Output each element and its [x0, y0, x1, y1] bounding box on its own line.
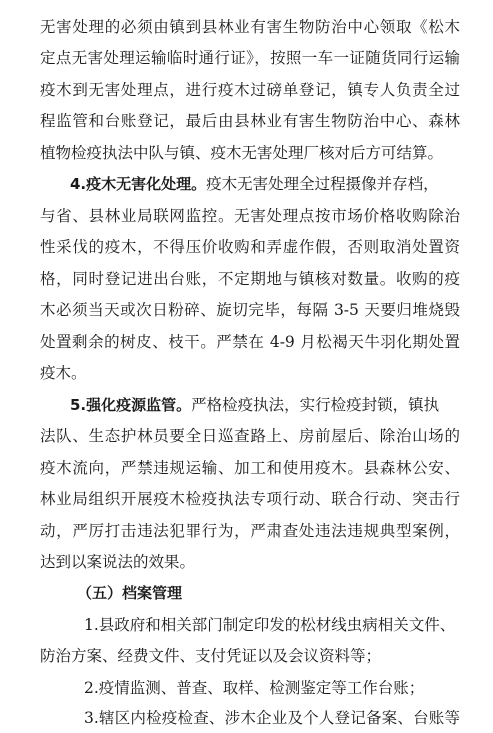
item-5-line: 动，严厉打击违法犯罪行为，严肃查处违法违规典型案例，	[40, 522, 460, 540]
item-4-first-line	[70, 169, 460, 199]
item-4-first-text: 疫木无害处理全过程摄像并存档，	[206, 175, 439, 193]
archive-item: 1.县政府和相关部门制定印发的松材线虫病相关文件、	[84, 616, 456, 634]
body-line: 程监管和台账登记，最后由县林业有害生物防治中心、森林	[40, 112, 460, 130]
item-5-line: 达到以案说法的效果。	[40, 553, 196, 571]
archive-item: 2.疫情监测、普查、取样、检测鉴定等工作台账；	[84, 679, 425, 697]
item-5-line: 法队、生态护林员要全日巡查路上、房前屋后、除治山场的	[40, 427, 460, 445]
item-4-line: 格，同时登记进出台账，不定期地与镇核对数量。收购的疫	[40, 270, 460, 288]
body-line: 定点无害处理运输临时通行证》，按照一车一证随货同行运输	[40, 49, 460, 67]
item-5-line: 林业局组织开展疫木检疫执法专项行动、联合行动、突击行	[40, 490, 460, 508]
body-line: 植物检疫执法中队与镇、疫木无害处理厂核对后方可结算。	[40, 144, 444, 162]
item-5-heading: 5.强化疫源监管。	[70, 396, 192, 414]
item-5-first-text: 严格检疫执法，实行检疫封锁，镇执	[191, 396, 440, 414]
archive-item: 3.辖区内检疫检查、涉木企业及个人登记备案、台账等	[84, 709, 460, 727]
body-line: 疫木到无害处理点，进行疫木过磅单登记，镇专人负责全过	[40, 81, 460, 99]
item-4-heading: 4.疫木无害化处理。	[70, 175, 207, 193]
archive-item-continued: 防治方案、经费文件、支付凭证以及会议资料等；	[40, 647, 382, 665]
item-5-first-line	[70, 390, 460, 420]
section-5-heading: （五）档案管理	[77, 584, 183, 602]
body-line: 无害处理的必须由镇到县林业有害生物防治中心领取《松木	[40, 18, 460, 36]
item-4-line: 性采伐的疫木，不得压价收购和弄虚作假，否则取消处置资	[40, 238, 460, 256]
item-4-line: 处置剩余的树皮、枝干。严禁在 4-9 月松褐天牛羽化期处置	[40, 333, 460, 351]
item-4-line: 木必须当天或次日粉碎、旋切完毕，每隔 3-5 天要归堆烧毁	[40, 301, 460, 319]
item-4-line: 疫木。	[40, 364, 87, 382]
item-4-line: 与省、县林业局联网监控。无害处理点按市场价格收购除治	[40, 207, 460, 225]
item-5-line: 疫木流向，严禁违规运输、加工和使用疫木。县森林公安、	[40, 459, 460, 477]
